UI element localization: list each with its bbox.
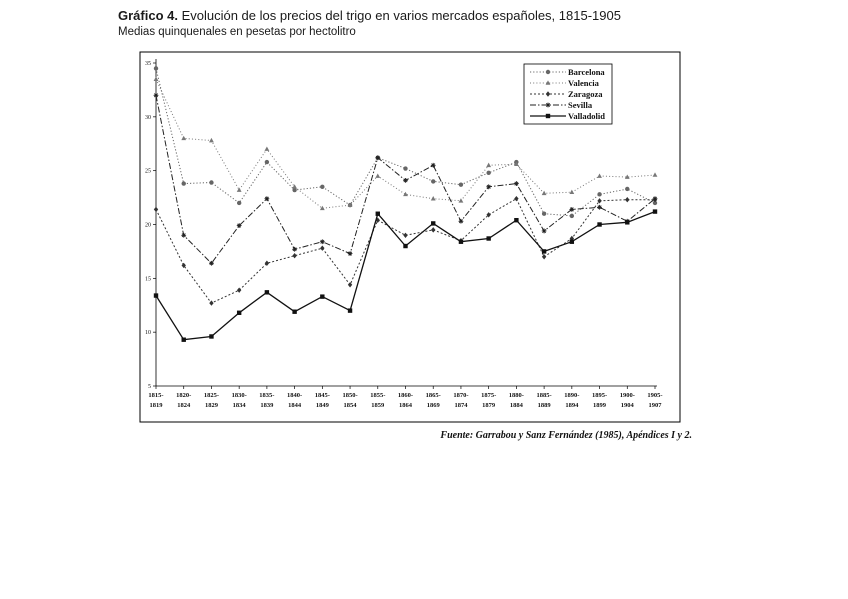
- data-point-valladolid: [265, 290, 269, 294]
- data-point-sevilla: [154, 93, 159, 98]
- x-tick-label: 1849: [315, 402, 329, 409]
- data-point-valencia: [569, 190, 574, 194]
- x-tick-label: 1870-: [453, 392, 469, 399]
- data-point-barcelona: [625, 187, 629, 191]
- y-tick-label: 25: [145, 168, 151, 175]
- data-point-barcelona: [486, 171, 490, 175]
- x-tick-label: 1880-: [508, 392, 524, 399]
- data-point-sevilla: [431, 163, 436, 168]
- x-tick-label: 1815-: [148, 392, 164, 399]
- legend-label-barcelona: Barcelona: [568, 67, 605, 77]
- data-point-valladolid: [182, 338, 186, 342]
- legend-label-zaragoza: Zaragoza: [568, 89, 603, 99]
- data-point-zaragoza: [320, 245, 324, 250]
- x-tick-label: 1844: [288, 402, 302, 409]
- data-point-sevilla: [403, 178, 408, 183]
- data-point-valladolid: [209, 334, 213, 338]
- data-point-zaragoza: [237, 287, 241, 292]
- x-tick-label: 1835-: [259, 392, 275, 399]
- data-point-valencia: [237, 187, 242, 191]
- legend-label-valencia: Valencia: [568, 78, 599, 88]
- data-point-sevilla: [264, 196, 269, 201]
- data-point-sevilla: [486, 184, 491, 189]
- data-point-barcelona: [154, 66, 158, 70]
- x-tick-label: 1869: [426, 402, 440, 409]
- data-point-valladolid: [237, 311, 241, 315]
- x-tick-label: 1890-: [564, 392, 580, 399]
- data-point-valencia: [542, 191, 547, 195]
- data-point-barcelona: [209, 180, 213, 184]
- data-point-valencia: [154, 77, 159, 81]
- data-point-barcelona: [403, 166, 407, 170]
- data-point-valladolid: [570, 240, 574, 244]
- x-tick-label: 1899: [593, 402, 607, 409]
- data-point-sevilla: [597, 205, 602, 210]
- x-tick-label: 1889: [537, 402, 551, 409]
- data-point-valencia: [486, 163, 491, 167]
- data-point-valladolid: [431, 221, 435, 225]
- x-tick-label: 1855-: [370, 392, 386, 399]
- data-point-valladolid: [292, 310, 296, 314]
- data-point-barcelona: [431, 179, 435, 183]
- data-point-sevilla: [542, 229, 547, 234]
- data-point-barcelona: [237, 201, 241, 205]
- x-tick-label: 1875-: [481, 392, 497, 399]
- x-tick-label: 1884: [509, 402, 523, 409]
- x-tick-label: 1874: [454, 402, 468, 409]
- legend-marker-valladolid: [546, 114, 550, 118]
- x-tick-label: 1905-: [647, 392, 663, 399]
- x-tick-label: 1907: [648, 402, 662, 409]
- x-tick-label: 1830-: [231, 392, 247, 399]
- legend-marker-sevilla: [546, 103, 551, 108]
- data-point-valladolid: [459, 240, 463, 244]
- data-point-sevilla: [569, 207, 574, 212]
- data-point-valladolid: [154, 293, 158, 297]
- chart-title-label: Gráfico 4.: [118, 8, 178, 23]
- data-point-zaragoza: [348, 282, 352, 287]
- data-point-valladolid: [514, 218, 518, 222]
- data-point-zaragoza: [625, 197, 629, 202]
- data-point-valencia: [431, 196, 436, 200]
- source-note: Fuente: Garrabou y Sanz Fernández (1985), Apéndices I y 2.: [440, 430, 692, 441]
- data-point-valladolid: [625, 220, 629, 224]
- data-point-sevilla: [459, 219, 464, 224]
- data-point-valladolid: [320, 294, 324, 298]
- data-point-zaragoza: [431, 227, 435, 232]
- data-point-barcelona: [459, 182, 463, 186]
- y-tick-label: 30: [145, 114, 151, 121]
- x-tick-label: 1864: [399, 402, 412, 409]
- data-point-zaragoza: [292, 253, 296, 258]
- data-point-zaragoza: [403, 233, 407, 238]
- data-point-barcelona: [182, 181, 186, 185]
- data-point-sevilla: [209, 261, 214, 266]
- data-point-barcelona: [597, 192, 601, 196]
- data-point-valladolid: [403, 244, 407, 248]
- series-line-zaragoza: [156, 199, 655, 303]
- x-tick-label: 1859: [371, 402, 385, 409]
- y-tick-label: 15: [145, 276, 151, 283]
- y-tick-label: 20: [145, 222, 151, 229]
- y-tick-label: 10: [145, 330, 151, 337]
- x-tick-label: 1834: [232, 402, 246, 409]
- data-point-valencia: [403, 192, 408, 196]
- data-point-sevilla: [514, 181, 519, 186]
- data-point-valencia: [597, 173, 602, 177]
- data-point-valencia: [181, 136, 186, 140]
- x-tick-label: 1820-: [176, 392, 192, 399]
- data-point-sevilla: [375, 155, 380, 160]
- data-point-valladolid: [597, 222, 601, 226]
- data-point-valladolid: [376, 212, 380, 216]
- x-tick-label: 1840-: [287, 392, 303, 399]
- chart-title-text: Evolución de los precios del trigo en varios mercados españoles, 1815-1905: [177, 8, 621, 23]
- x-tick-label: 1895-: [591, 392, 608, 399]
- legend-marker-barcelona: [546, 70, 550, 74]
- chart-subtitle: Medias quinquenales en pesetas por hectolitro: [118, 26, 356, 38]
- data-point-sevilla: [292, 247, 297, 252]
- data-point-sevilla: [237, 223, 242, 228]
- x-tick-label: 1839: [260, 402, 274, 409]
- x-tick-label: 1894: [565, 402, 579, 409]
- data-point-valencia: [264, 147, 269, 151]
- x-tick-label: 1904: [620, 402, 634, 409]
- data-point-zaragoza: [154, 207, 158, 212]
- x-tick-label: 1860-: [397, 392, 414, 399]
- x-tick-label: 1885-: [536, 392, 552, 399]
- legend-label-valladolid: Valladolid: [568, 111, 606, 121]
- data-point-valencia: [459, 198, 464, 202]
- legend-label-sevilla: Sevilla: [568, 100, 593, 110]
- data-point-sevilla: [320, 239, 325, 244]
- data-point-valladolid: [486, 236, 490, 240]
- x-tick-label: 1819: [149, 402, 163, 409]
- series-line-valladolid: [156, 212, 655, 340]
- x-tick-label: 1850-: [342, 392, 358, 399]
- data-point-valencia: [653, 172, 658, 176]
- data-point-valencia: [375, 173, 380, 177]
- data-point-sevilla: [348, 251, 353, 256]
- data-point-zaragoza: [514, 196, 518, 201]
- data-point-sevilla: [181, 233, 186, 238]
- data-point-barcelona: [570, 214, 574, 218]
- data-point-barcelona: [265, 160, 269, 164]
- x-tick-label: 1829: [204, 402, 218, 409]
- data-point-barcelona: [542, 212, 546, 216]
- y-tick-label: 35: [145, 61, 151, 67]
- data-point-valencia: [209, 138, 214, 142]
- data-point-sevilla: [653, 196, 658, 201]
- x-tick-label: 1854: [343, 402, 357, 409]
- y-tick-label: 5: [148, 384, 151, 390]
- x-tick-label: 1900-: [619, 392, 635, 399]
- x-tick-label: 1825-: [203, 392, 220, 399]
- data-point-zaragoza: [209, 300, 213, 305]
- data-point-valladolid: [348, 308, 352, 312]
- x-tick-label: 1845-: [314, 392, 330, 399]
- x-tick-label: 1879: [482, 402, 496, 409]
- x-tick-label: 1824: [177, 402, 191, 409]
- data-point-zaragoza: [542, 254, 546, 259]
- data-point-valladolid: [653, 209, 657, 213]
- data-point-barcelona: [320, 185, 324, 189]
- x-tick-label: 1865-: [425, 392, 441, 399]
- data-point-valladolid: [542, 249, 546, 253]
